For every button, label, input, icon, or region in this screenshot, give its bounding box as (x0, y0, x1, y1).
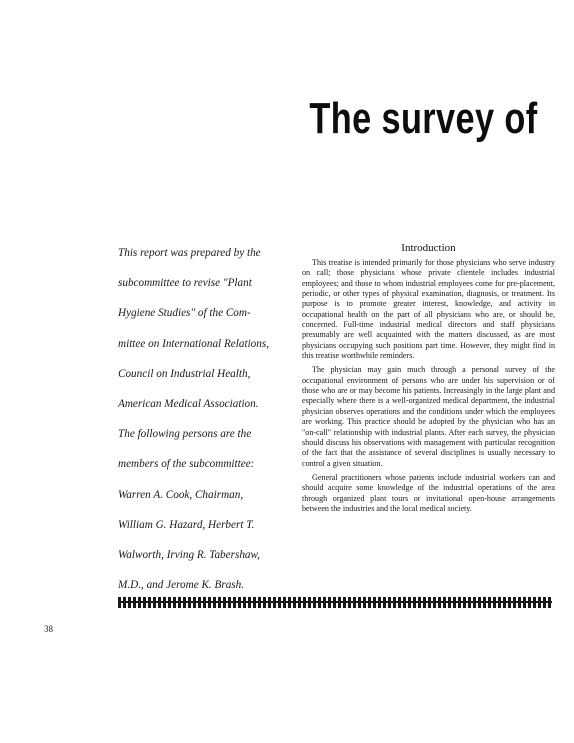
rule-ornament (143, 597, 146, 608)
rule-ornament (163, 597, 166, 608)
rule-ornament (203, 597, 206, 608)
rule-ornament (168, 597, 171, 608)
section-heading: Introduction (401, 242, 456, 254)
rule-ornament (393, 597, 396, 608)
rule-ornament (248, 597, 251, 608)
rule-ornament (528, 597, 531, 608)
rule-ornament (138, 597, 141, 608)
rule-ornament (488, 597, 491, 608)
rule-ornament (268, 597, 271, 608)
rule-ornament (323, 597, 326, 608)
rule-ornament (208, 597, 211, 608)
rule-ornament (328, 597, 331, 608)
rule-ornament (363, 597, 366, 608)
rule-ornament (478, 597, 481, 608)
rule-ornament (318, 597, 321, 608)
rule-ornament (333, 597, 336, 608)
committee-note-line: members of the subcommittee: (118, 458, 255, 471)
rule-ornament (218, 597, 221, 608)
rule-ornament (398, 597, 401, 608)
rule-ornament (358, 597, 361, 608)
rule-ornament (383, 597, 386, 608)
decorative-rule (118, 597, 554, 608)
rule-ornament (513, 597, 516, 608)
page-number: 38 (44, 624, 53, 634)
rule-ornament (463, 597, 466, 608)
rule-ornament (518, 597, 521, 608)
rule-ornament (408, 597, 411, 608)
body-paragraph: General practitioners whose patients include industrial workers can and should acquire some knowledge of the industrial operations of the area through organized plant tours or invitational open-house arrangements between the industries and the local medical society. (302, 472, 555, 513)
committee-note-line: American Medical Association. (118, 397, 259, 410)
body-paragraph: The physician may gain much through a personal survey of the occupational environment of persons who are under his supervision or of those who are or may become his patients. Increasingly in the large plant and especially where there is a well-organized medical department, the industrial physician observes operations and the conditions under which the employees are working. This practice should be adopted by the physician who has an "on-call" relationship with industrial plants. After each survey, the physician should discuss his observations with management with particular recognition of the fact that the assistance of several disciplines is usually necessary to control a given situation. (302, 365, 555, 468)
rule-ornament (548, 597, 551, 608)
rule-ornament (213, 597, 216, 608)
rule-ornament (538, 597, 541, 608)
rule-ornament (228, 597, 231, 608)
rule-ornament (523, 597, 526, 608)
rule-ornament (238, 597, 241, 608)
rule-ornament (348, 597, 351, 608)
rule-ornament (288, 597, 291, 608)
rule-ornament (128, 597, 131, 608)
committee-note-line: Walworth, Irving R. Tabershaw, (118, 548, 260, 561)
rule-ornament (373, 597, 376, 608)
rule-ornament (473, 597, 476, 608)
rule-ornament (158, 597, 161, 608)
rule-ornament (498, 597, 501, 608)
rule-ornament (508, 597, 511, 608)
rule-ornament (403, 597, 406, 608)
rule-ornament (413, 597, 416, 608)
rule-ornament (483, 597, 486, 608)
rule-ornament (148, 597, 151, 608)
rule-ornament (223, 597, 226, 608)
rule-ornament (123, 597, 126, 608)
committee-note (118, 238, 286, 600)
rule-ornament (243, 597, 246, 608)
rule-ornament (188, 597, 191, 608)
rule-ornament (533, 597, 536, 608)
rule-ornament (263, 597, 266, 608)
rule-ornament (428, 597, 431, 608)
rule-ornament (388, 597, 391, 608)
rule-ornament (198, 597, 201, 608)
article-title: The survey of (309, 94, 538, 143)
rule-ornament (433, 597, 436, 608)
rule-ornament (118, 597, 121, 608)
rule-ornament (313, 597, 316, 608)
committee-note-line: mittee on International Relations, (118, 337, 270, 350)
rule-ornament (353, 597, 356, 608)
rule-ornament (293, 597, 296, 608)
rule-ornament (443, 597, 446, 608)
rule-ornament (183, 597, 186, 608)
rule-ornament (283, 597, 286, 608)
rule-ornament (343, 597, 346, 608)
committee-note-line: Warren A. Cook, Chairman, (118, 488, 244, 501)
rule-ornament (438, 597, 441, 608)
rule-ornament (493, 597, 496, 608)
rule-ornament (133, 597, 136, 608)
rule-ornament (458, 597, 461, 608)
body-paragraph: This treatise is intended primarily for those physicians who serve industry on call; those physicians whose private clientele includes industrial employees; and those to whom industrial employees come for pre-placement, periodic, or other types of physical examination, diagnosis, or treatment. Its purpose is to promote greater interest, knowledge, and activity in occupational health on the part of all physicians who are, or should be, concerned. Full-time industrial medical directors and staff physicians presumably are well acquainted with the matters discussed, as are most physicians occupying such positions part time. However, they might find in this treatise worthwhile reminders. (302, 258, 555, 361)
rule-ornament (378, 597, 381, 608)
rule-ornament (453, 597, 456, 608)
rule-ornament (278, 597, 281, 608)
rule-ornament (448, 597, 451, 608)
rule-ornament (308, 597, 311, 608)
introduction-section (302, 242, 555, 518)
rule-ornament (423, 597, 426, 608)
rule-ornament (543, 597, 546, 608)
committee-note-line: M.D., and Jerome K. Brash. (118, 579, 245, 592)
rule-ornament (418, 597, 421, 608)
rule-ornament (273, 597, 276, 608)
rule-ornament (503, 597, 506, 608)
rule-ornament (303, 597, 306, 608)
rule-ornament (178, 597, 181, 608)
committee-note-line: The following persons are the (118, 428, 252, 441)
rule-ornament (298, 597, 301, 608)
committee-note-line: William G. Hazard, Herbert T. (118, 518, 255, 531)
rule-ornament (258, 597, 261, 608)
committee-note-line: subcommittee to revise "Plant (118, 277, 252, 290)
committee-note-line: Hygiene Studies" of the Com- (118, 307, 251, 320)
committee-note-line: This report was prepared by the (118, 247, 261, 259)
rule-ornament (338, 597, 341, 608)
committee-note-line: Council on Industrial Health, (118, 367, 251, 380)
rule-ornament (468, 597, 471, 608)
rule-ornament (253, 597, 256, 608)
rule-ornament (233, 597, 236, 608)
rule-ornament (368, 597, 371, 608)
rule-ornament (153, 597, 156, 608)
rule-ornament (193, 597, 196, 608)
rule-ornament (173, 597, 176, 608)
